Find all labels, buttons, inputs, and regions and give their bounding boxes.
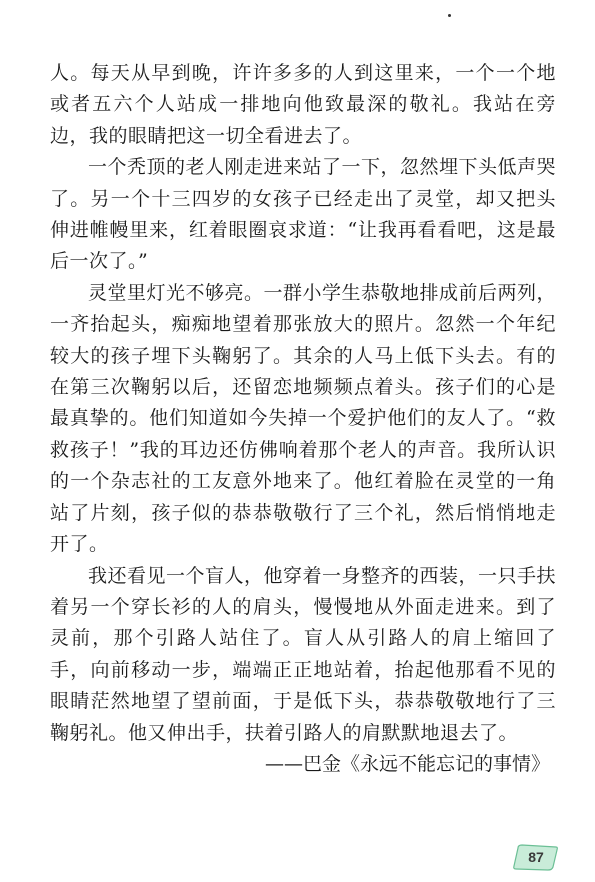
page-number-badge [512,842,560,872]
paragraph-4: 我还看见一个盲人，他穿着一身整齐的西装，一只手扶着另一个穿长衫的人的肩头，慢慢地从外面走进来。到了灵前，那个引路人站住了。盲人从引路人的肩上缩回了手，向前移动一步，端端正正地站着，抬起他那看不见的眼睛茫然地望了望前面，于是低下头，恭恭敬敬地行了三鞠躬礼。他又伸出手，扶着引路人的肩默默地退去了。 [50,564,557,744]
speck-mark [448,14,451,17]
body-text [50,58,556,780]
paragraph-1: 人。每天从早到晚，许许多多的人到这里来，一个一个地或者五六个人站成一排地向他致最深的敬礼。我站在旁边，我的眼睛把这一切全看进去了。 [50,62,556,147]
paragraph-3: 灵堂里灯光不够亮。一群小学生恭敬地排成前后两列，一齐抬起头，痴痴地望着那张放大的照片。忽然一个年纪较大的孩子埋下头鞠躬了。其余的人马上低下头去。有的在第三次鞠躬以后，还留恋地频频点着头。孩子们的心是最真挚的。他们知道如今失掉一个爱护他们的友人了。“救救孩子！”我的耳边还仿佛响着那个老人的声音。我所认识的一个杂志社的工友意外地来了。他红着脸在灵堂的一角站了片刻，孩子似的恭恭敬敬行了三个礼，然后悄悄地走开了。 [50,281,557,556]
source-attribution: ——巴金《永远不能忘记的事情》 [264,752,550,775]
page-number: 87 [528,849,544,865]
paragraph-2: 一个秃顶的老人刚走进来站了一下，忽然埋下头低声哭了。另一个十三四岁的女孩子已经走出了灵堂，却又把头伸进帷幔里来，红着眼圈哀求道：“让我再看看吧，这是最后一次了。” [50,156,557,273]
